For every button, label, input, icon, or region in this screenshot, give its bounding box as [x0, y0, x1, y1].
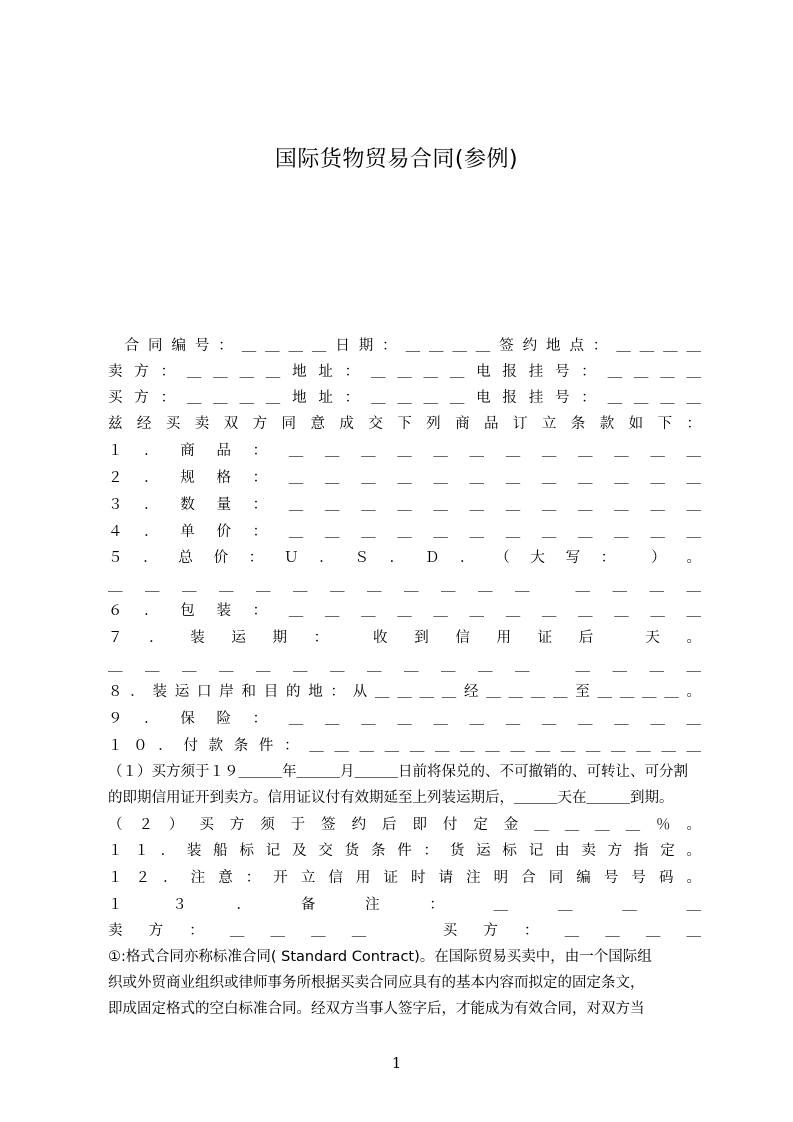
blank-line: ＿ ＿ ＿ ＿ ＿ ＿ ＿ ＿ ＿ ＿ ＿ ＿ ＿ ＿ ＿ ＿: [108, 658, 701, 674]
clause-insurance: ９ ． 保 险 ： ＿ ＿ ＿ ＿ ＿ ＿ ＿ ＿ ＿ ＿ ＿ ＿: [108, 711, 701, 727]
signature-line: 卖 方 ： ＿ ＿ ＿ ＿ 买 方 ： ＿ ＿ ＿ ＿: [108, 923, 701, 939]
clause-commodity: １ ． 商 品 ： ＿ ＿ ＿ ＿ ＿ ＿ ＿ ＿ ＿ ＿ ＿ ＿: [108, 443, 701, 459]
clause-shipment: ７ ． 装 运 期 ： 收 到 信 用 证 后 天 。: [108, 630, 701, 646]
page-number: 1: [391, 1054, 402, 1072]
footnote-line-2: 织或外贸商业组织或律师事务所根据买卖合同应具有的基本内容而拟定的固定条文，: [108, 975, 645, 991]
clause-notice: １ ２ ． 注 意 ： 开 立 信 用 证 时 请 注 明 合 同 编 号 号 码 。: [108, 870, 701, 886]
seller-line: 卖 方 ： ＿ ＿ ＿ ＿ 地 址 ： ＿ ＿ ＿ ＿ 电 报 挂 号 ： ＿ ＿ ＿ ＿: [108, 364, 701, 380]
document-title: 国际货物贸易合同(参例): [274, 147, 519, 172]
clause-packing: ６ ． 包 装 ： ＿ ＿ ＿ ＿ ＿ ＿ ＿ ＿ ＿ ＿ ＿ ＿: [108, 603, 701, 619]
footnote-line-3: 即成固定格式的空白标准合同。经双方当事人签字后，才能成为有效合同，对双方当: [108, 1001, 645, 1017]
clause-quantity: ３ ． 数 量 ： ＿ ＿ ＿ ＿ ＿ ＿ ＿ ＿ ＿ ＿ ＿ ＿: [108, 497, 701, 513]
footnote-line-1: ①:格式合同亦称标准合同( Standard Contract)。在国际贸易买卖中，由一个国际组: [108, 949, 652, 965]
contract-number-line: 合 同 编 号 ： ＿ ＿ ＿ ＿ 日 期 ： ＿ ＿ ＿ ＿ 签 约 地 点 ： ＿ ＿ ＿ ＿: [108, 338, 701, 354]
payment-term-2: （ ２ ） 买 方 须 于 签 约 后 即 付 定 金 ＿ ＿ ＿ ＿ ％ 。: [108, 817, 701, 833]
agreement-line: 兹 经 买 卖 双 方 同 意 成 交 下 列 商 品 订 立 条 款 如 下 ：: [108, 416, 701, 432]
clause-payment: １ ０ ． 付 款 条 件 ： ＿ ＿ ＿ ＿ ＿ ＿ ＿ ＿ ＿ ＿ ＿ ＿ ＿ ＿ ＿ ＿: [108, 738, 701, 754]
clause-total-price: ５ ． 总 价 ： Ｕ ． Ｓ ． Ｄ ． （ 大 写 ： ） 。: [108, 550, 701, 566]
blank-line: ＿ ＿ ＿ ＿ ＿ ＿ ＿ ＿ ＿ ＿ ＿ ＿ ＿ ＿ ＿ ＿: [108, 578, 701, 594]
clause-marks: １ １ ． 装 船 标 记 及 交 货 条 件 ： 货 运 标 记 由 卖 方 指 定 。: [108, 843, 701, 859]
payment-term-1b: 的即期信用证开到卖方。信用证议付有效期延至上列装运期后，＿＿＿天在＿＿＿到期。: [108, 790, 674, 806]
buyer-line: 买 方 ： ＿ ＿ ＿ ＿ 地 址 ： ＿ ＿ ＿ ＿ 电 报 挂 号 ： ＿ ＿ ＿ ＿: [108, 390, 701, 406]
clause-ports: ８ ． 装 运 口 岸 和 目 的 地 ： 从 ＿ ＿ ＿ ＿ 经 ＿ ＿ ＿ ＿ 至 ＿ ＿ ＿ ＿ 。: [108, 684, 701, 700]
clause-unit-price: ４ ． 单 价 ： ＿ ＿ ＿ ＿ ＿ ＿ ＿ ＿ ＿ ＿ ＿ ＿: [108, 524, 701, 540]
payment-term-1a: （１）买方须于１９＿＿＿年＿＿＿月＿＿＿日前将保兑的、不可撤销的、可转让、可分割: [108, 764, 688, 780]
clause-remarks: １ ３ ． 备 注 ： ＿ ＿ ＿ ＿: [108, 897, 701, 913]
clause-specification: ２ ． 规 格 ： ＿ ＿ ＿ ＿ ＿ ＿ ＿ ＿ ＿ ＿ ＿ ＿: [108, 470, 701, 486]
